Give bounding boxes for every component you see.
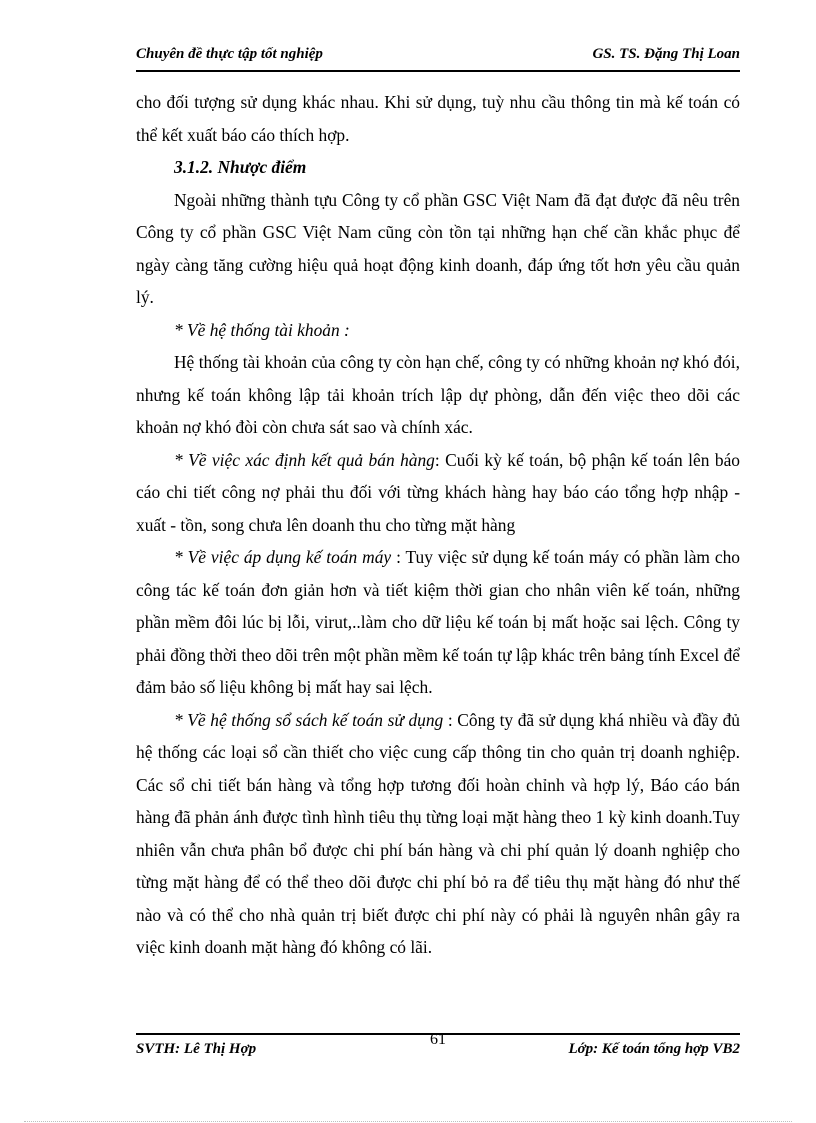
text-sales-result: : Cuối kỳ kế toán, bộ phận kế toán lên báo cáo chi tiết công nợ phải thu đối với từng khách hàng hay báo cáo tổng hợp nhập - xuất - tồn, song chưa lên doanh thu cho từng mặt hàng <box>136 449 740 535</box>
page-bottom-divider <box>24 1121 792 1122</box>
paragraph-accounts: Hệ thống tài khoản của công ty còn hạn chế, công ty có những khoản nợ khó đói, nhưng kế toán không lập tải khoản trích lập dự phòng, dẫn đến việc theo dõi các khoản nợ khó đòi còn chưa sát sao và chính xác. <box>136 352 740 437</box>
lead-accounting-software: * Về việc áp dụng kế toán máy <box>174 547 392 567</box>
text-accounting-software: : Tuy việc sử dụng kế toán máy có phần làm cho công tác kế toán đơn giản hơn và tiết kiệm thời gian cho nhân viên kế toán, những phần mềm đôi lúc bị lỗi, virut,..làm cho dữ liệu kế toán bị mất hoặc sai lệch. Công ty phải đồng thời theo dõi trên một phần mềm kế toán tự lập khác trên bảng tính Excel để đảm bảo số liệu không bị mất hay sai lệch. <box>136 547 740 697</box>
section-heading: 3.1.2. Nhược điểm <box>174 157 307 177</box>
paragraph-accounts-lead <box>136 314 740 347</box>
paragraph-sales-result <box>136 444 740 542</box>
paragraph-intro: Ngoài những thành tựu Công ty cổ phần GSC Việt Nam đã đạt được đã nêu trên Công ty cổ phần GSC Việt Nam cũng còn tồn tại những hạn chế cần khắc phục để ngày càng tăng cường hiệu quả hoạt động kinh doanh, đáp ứng tốt hơn yêu cầu quản lý. <box>136 189 740 307</box>
paragraph-continuation: cho đối tượng sử dụng khác nhau. Khi sử dụng, tuỳ nhu cầu thông tin mà kế toán có thể kết xuất báo cáo thích hợp. <box>136 92 740 145</box>
paragraph-ledgers <box>136 704 740 964</box>
lead-accounts: * Về hệ thống tài khoản : <box>174 319 350 340</box>
lead-sales-result: * Về việc xác định kết quả bán hàng <box>174 449 435 470</box>
page-footer <box>136 1033 740 1058</box>
paragraph-accounting-software <box>136 541 740 704</box>
page-number: 61 <box>430 1031 446 1048</box>
header-title: Chuyên đề thực tập tốt nghiệp <box>136 46 323 62</box>
text-ledgers: : Công ty đã sử dụng khá nhiều và đầy đủ hệ thống các loại sổ cần thiết cho việc cung cấp thông tin cho quản trị doanh nghiệp. Các sổ chi tiết bán hàng và tổng hợp tương đối hoàn chỉnh và hợp lý, Báo cáo bán hàng đã phản ánh được tình hình tiêu thụ từng loại mặt hàng theo 1 kỳ kinh doanh.Tuy nhiên vẫn chưa phân bổ được chi phí bán hàng và chi phí quản lý doanh nghiệp cho từng mặt hàng để có thể theo dõi được chi phí bỏ ra để tiêu thụ mặt hàng đó như thế nào và có thể cho nhà quản trị biết được chi phí này có phải là nguyên nhân gây ra việc kinh doanh mặt hàng đó không có lãi. <box>136 709 740 957</box>
lead-ledgers: * Về hệ thống sổ sách kế toán sử dụng <box>174 709 444 730</box>
footer-student: SVTH: Lê Thị Hợp <box>136 1041 257 1057</box>
footer-class: Lớp: Kế toán tổng hợp VB2 <box>568 1041 740 1057</box>
page-header <box>136 46 740 72</box>
header-author: GS. TS. Đặng Thị Loan <box>592 46 740 62</box>
page-body <box>136 86 740 964</box>
